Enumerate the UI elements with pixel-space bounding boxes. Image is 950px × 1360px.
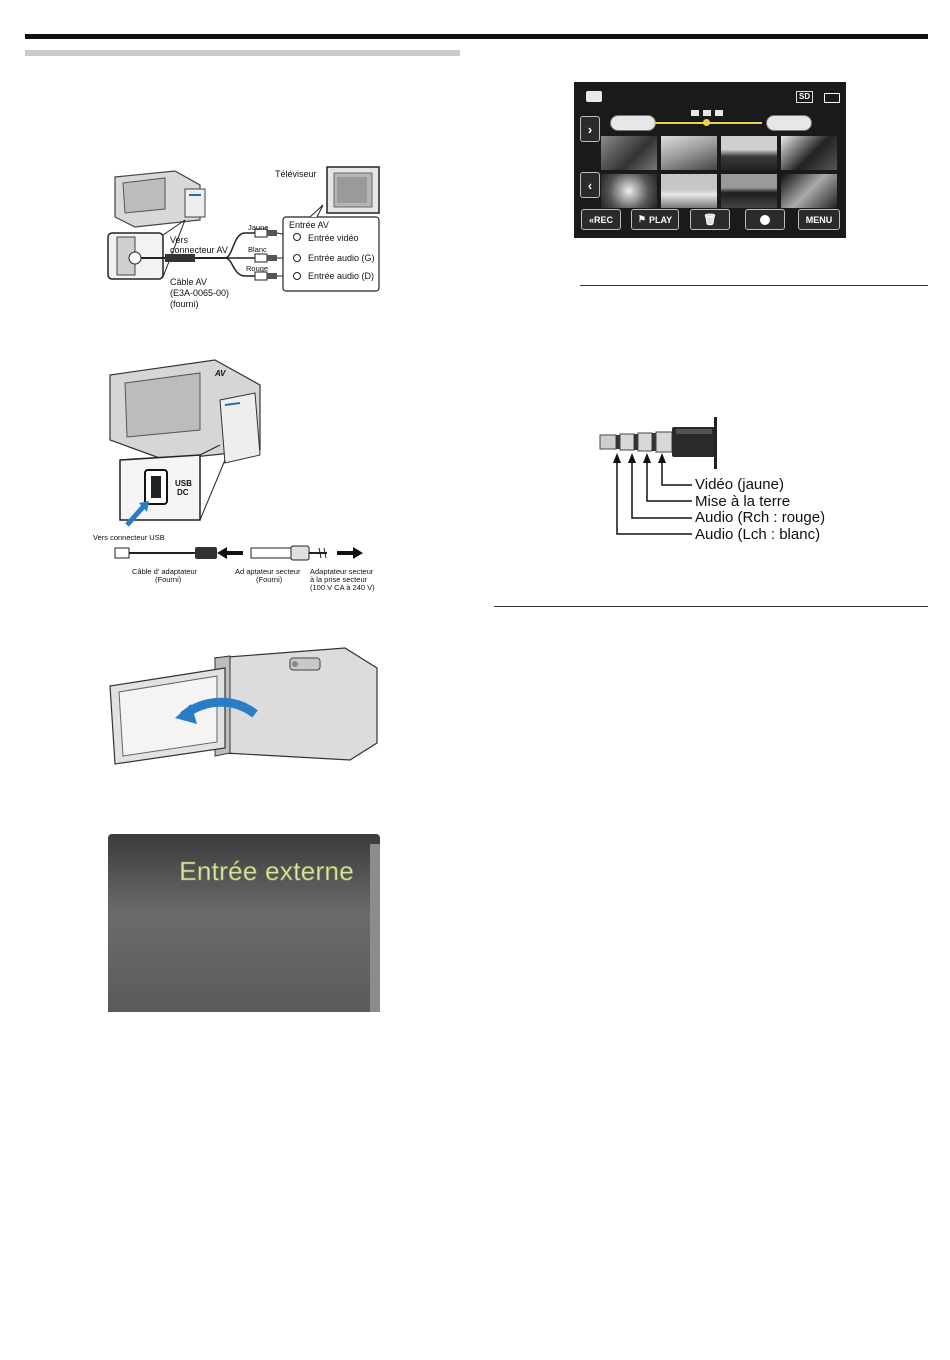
plug-color-red: Rouge: [246, 264, 269, 273]
open-lcd-illustration: [105, 638, 385, 768]
cable-label-line1: Câble AV: [170, 277, 207, 287]
camcorder-lcd-open-drawing: [105, 638, 385, 768]
jack-label-ground: Mise à la terre: [695, 493, 791, 510]
port-dc-label: DC: [177, 488, 189, 497]
jack-label-video: Vidéo (jaune): [695, 476, 784, 493]
ac-adapter-label-line2: (Fourni): [256, 575, 283, 584]
outlet-label-line1: Adaptateur secteur: [310, 567, 374, 576]
usb-adapter-diagram: [93, 355, 400, 595]
thumbnail[interactable]: [721, 136, 777, 170]
date-prev-pill[interactable]: [610, 115, 656, 131]
connector-label-line2: connecteur AV: [170, 245, 228, 255]
screen-right-edge: [370, 844, 380, 1012]
timeline-date-segment: [691, 110, 699, 116]
tv-connection-diagram: [105, 165, 390, 310]
adapter-cable-label-line2: (Fourni): [155, 575, 182, 584]
thumbnail[interactable]: [721, 174, 777, 208]
timeline-date-segment: [703, 110, 711, 116]
av-jack-diagram: [598, 415, 848, 545]
gear-shape: [760, 215, 770, 225]
play-mode-button[interactable]: [631, 209, 679, 230]
external-input-screen: [108, 834, 380, 1012]
ac-adapter-label-line1: Ad aptateur secteur: [235, 567, 301, 576]
usb-connector-label: Vers connecteur USB: [93, 533, 165, 542]
chevron-right-icon[interactable]: ›: [580, 116, 600, 142]
battery-icon: [824, 93, 840, 103]
section-divider-bottom: [494, 606, 928, 607]
av-port-audio-left: Entrée audio (G): [308, 253, 375, 263]
jack-label-audio-right: Audio (Rch : rouge): [695, 509, 826, 526]
plug-color-white: Blanc: [248, 245, 267, 254]
trash-icon[interactable]: 🗑: [690, 209, 730, 230]
connector-label-line1: Vers: [170, 235, 189, 245]
external-input-title: Entrée externe: [179, 856, 354, 886]
sd-badge: SD: [796, 91, 813, 103]
av-port-video: Entrée vidéo: [308, 233, 359, 243]
thumbnail[interactable]: [781, 136, 837, 170]
rec-button[interactable]: «REC: [581, 209, 621, 230]
section-divider: [580, 285, 928, 286]
port-usb-label: USB: [175, 479, 192, 488]
thumbnail[interactable]: [601, 136, 657, 170]
tv-label: Téléviseur: [275, 169, 317, 179]
thumbnail[interactable]: [781, 174, 837, 208]
date-next-pill[interactable]: [766, 115, 812, 131]
outlet-label-line3: (100 V CA à 240 V): [310, 583, 375, 592]
settings-gear-icon[interactable]: [745, 209, 785, 230]
timeline-date-segment: [715, 110, 723, 116]
menu-button[interactable]: MENU: [798, 209, 840, 230]
av-port-audio-right: Entrée audio (D): [308, 271, 375, 281]
thumbnail[interactable]: [661, 174, 717, 208]
camera-playback-screen: [574, 82, 846, 238]
video-mode-icon: [586, 91, 602, 102]
av-input-title: Entrée AV: [289, 220, 329, 230]
cable-label-line3: (fourni): [170, 299, 199, 309]
adapter-cable-label-line1: Câble d' adaptateur: [132, 567, 198, 576]
port-av-label: AV: [215, 369, 226, 378]
play-label: PLAY: [648, 214, 673, 225]
jack-label-audio-left: Audio (Lch : blanc): [695, 526, 821, 543]
thumbnail[interactable]: [601, 174, 657, 208]
usb-adapter-illustration: [105, 355, 400, 595]
flag-icon: ⚑: [637, 214, 646, 224]
page-top-rule: [25, 34, 928, 39]
plug-color-yellow: Jaune: [248, 223, 269, 232]
cable-label-line2: (E3A-0065-00): [170, 288, 230, 298]
section-heading-bar: [25, 50, 460, 56]
thumbnail[interactable]: [661, 136, 717, 170]
chevron-left-icon[interactable]: ‹: [580, 172, 600, 198]
outlet-label-line2: à la prise secteur: [310, 575, 368, 584]
timeline-cursor[interactable]: [703, 119, 710, 126]
